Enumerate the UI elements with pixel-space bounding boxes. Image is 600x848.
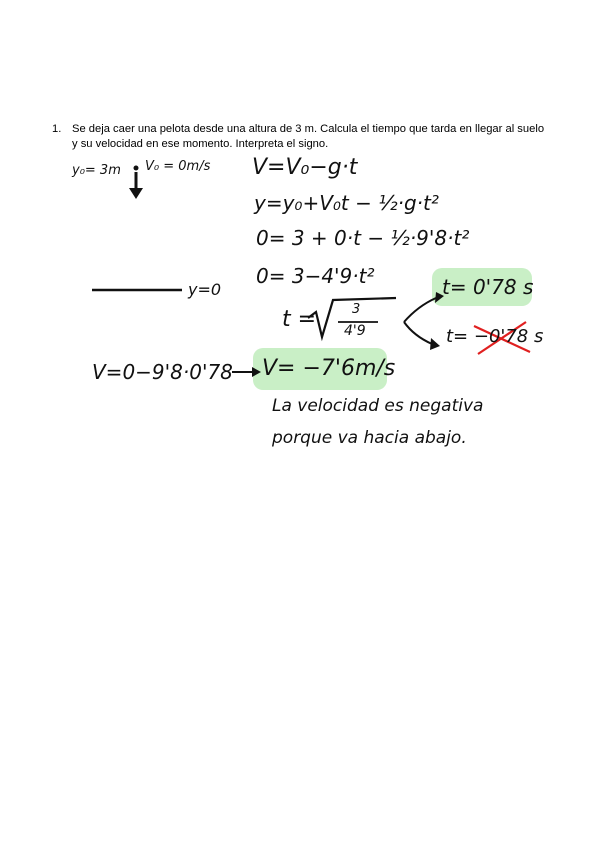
velocity-arrow-head-icon [252,367,261,377]
problem-number: 1. [52,123,62,135]
equation-velocity: V=V₀−g·t [252,155,358,180]
given-y0: y₀= 3m [72,163,121,178]
ball-icon [134,166,139,171]
velocity-result: V= −7'6m/s [262,356,396,381]
time-result-negative: t= −0'78 s [446,326,544,347]
equation-position: y=y₀+V₀t − ½·g·t² [254,191,439,215]
fall-arrow-head-icon [129,188,143,199]
equation-sqrt-lhs: t = [282,307,317,332]
ground-label: y=0 [188,280,222,299]
interpretation-line-2: porque va hacia abajo. [272,428,467,448]
given-v0: V₀ = 0m/s [145,159,211,174]
sqrt-numerator: 3 [352,302,361,317]
branch-arrow-down [404,322,432,344]
problem-text: Se deja caer una pelota desde una altura de 3 m. Calcula el tiempo que tarda en llegar al suelo y su velocidad en ese momento. Interpreta el signo. [72,123,545,150]
branch-arrow-up [404,298,436,322]
sqrt-denominator: 4'9 [344,323,366,339]
interpretation-line-1: La velocidad es negativa [272,396,484,416]
equation-simplified: 0= 3−4'9·t² [256,264,375,288]
equation-substituted: 0= 3 + 0·t − ½·9'8·t² [256,226,470,250]
time-result-positive: t= 0'78 s [442,275,534,299]
velocity-calculation: V=0−9'8·0'78 [92,360,233,384]
branch-arrow-down-head-icon [430,338,440,350]
